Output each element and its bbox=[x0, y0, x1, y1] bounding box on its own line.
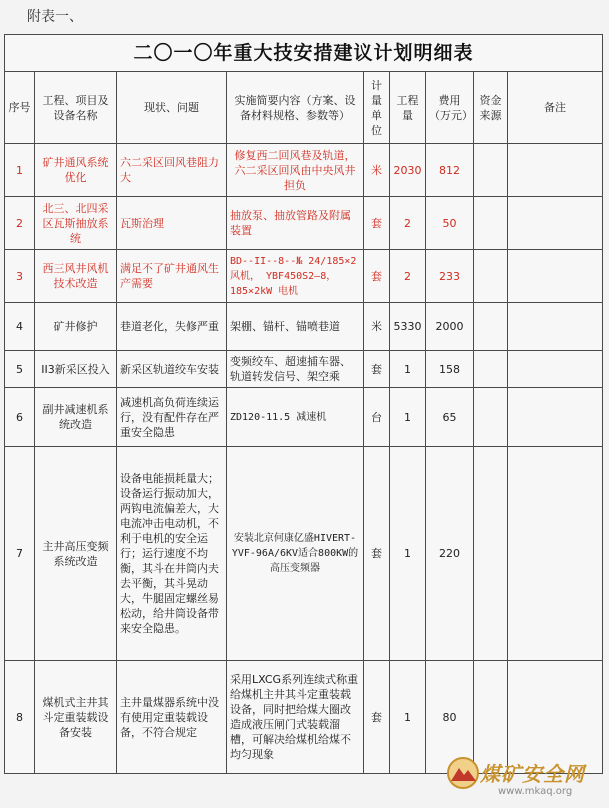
table-row bbox=[5, 388, 603, 447]
header-note: 备注 bbox=[508, 72, 603, 144]
cell-cost: 812 bbox=[426, 144, 474, 197]
cell-plan: 变频绞车、超速捕车器、轨道转发信号、架空乘 bbox=[227, 351, 364, 388]
cell-seq: 6 bbox=[5, 388, 35, 447]
cell-status: 满足不了矿井通风生产需要 bbox=[117, 250, 227, 303]
caption-label: 附表一、 bbox=[27, 9, 83, 25]
cell-source bbox=[474, 351, 508, 388]
cell-qty: 5330 bbox=[390, 303, 426, 351]
header-cost: 费用（万元） bbox=[426, 72, 474, 144]
header-source: 资金来源 bbox=[474, 72, 508, 144]
cell-unit: 米 bbox=[364, 144, 390, 197]
cell-status: 设备电能损耗量大；设备运行振动加大，两钩电流偏差大，大电流冲击电动机，不利于电机的安全运行；运行速度不均衡，其斗在井筒内夫去平衡，其斗晃动大，牛腿固定螺丝易松动，给井筒设备带来安全隐患。 bbox=[117, 447, 227, 661]
cell-plan: BD--II--8--№ 24/185×2风机， YBF450S2—8，185×2kW 电机 bbox=[227, 250, 364, 303]
table-row bbox=[5, 144, 603, 197]
table-row bbox=[5, 250, 603, 303]
watermark-text: 煤矿安全网 bbox=[480, 762, 585, 786]
cell-note bbox=[508, 447, 603, 661]
cell-unit: 套 bbox=[364, 351, 390, 388]
cell-project: 矿井通风系统优化 bbox=[35, 144, 117, 197]
cell-project: 主井高压变频系统改造 bbox=[35, 447, 117, 661]
cell-note bbox=[508, 197, 603, 250]
cell-qty: 2 bbox=[390, 250, 426, 303]
cell-qty: 2030 bbox=[390, 144, 426, 197]
cell-source bbox=[474, 250, 508, 303]
cell-status: 瓦斯治理 bbox=[117, 197, 227, 250]
cell-plan: ZD120-11.5 减速机 bbox=[227, 388, 364, 447]
cell-plan: 安装北京何康亿盛HIVERT-YVF-96A/6KV适合800KW的高压变频器 bbox=[227, 447, 364, 661]
cell-status: 新采区轨道绞车安装 bbox=[117, 351, 227, 388]
watermark-url: www.mkaq.org bbox=[498, 786, 573, 797]
cell-source bbox=[474, 303, 508, 351]
header-qty: 工程量 bbox=[390, 72, 426, 144]
cell-cost: 158 bbox=[426, 351, 474, 388]
table-row bbox=[5, 447, 603, 661]
cell-seq: 2 bbox=[5, 197, 35, 250]
mountain-logo-icon bbox=[446, 756, 480, 790]
cell-project: 副井减速机系统改造 bbox=[35, 388, 117, 447]
cell-qty: 1 bbox=[390, 351, 426, 388]
cell-unit: 台 bbox=[364, 388, 390, 447]
header-status: 现状、问题 bbox=[117, 72, 227, 144]
cell-unit: 套 bbox=[364, 197, 390, 250]
site-watermark bbox=[446, 752, 606, 804]
cell-plan: 架棚、锚杆、锚喷巷道 bbox=[227, 303, 364, 351]
cell-qty: 2 bbox=[390, 197, 426, 250]
cell-seq: 4 bbox=[5, 303, 35, 351]
cell-seq: 8 bbox=[5, 661, 35, 774]
cell-qty: 1 bbox=[390, 447, 426, 661]
cell-cost: 80 bbox=[426, 661, 474, 774]
cell-status: 巷道老化，失修严重 bbox=[117, 303, 227, 351]
cell-project: II3新采区投入 bbox=[35, 351, 117, 388]
cell-note bbox=[508, 144, 603, 197]
cell-cost: 65 bbox=[426, 388, 474, 447]
cell-note bbox=[508, 351, 603, 388]
table-row bbox=[5, 351, 603, 388]
cell-qty: 1 bbox=[390, 388, 426, 447]
cell-status: 减速机高负荷连续运行，没有配件存在严重安全隐患 bbox=[117, 388, 227, 447]
cell-seq: 1 bbox=[5, 144, 35, 197]
cell-status: 六二采区回风巷阻力大 bbox=[117, 144, 227, 197]
cell-plan: 采用LXCG系列连续式称重给煤机主井其斗定重装载设备，同时把给煤大圈改造成液压闸门式装载溜槽，可解决给煤机给煤不均匀现象 bbox=[227, 661, 364, 774]
cell-unit: 套 bbox=[364, 447, 390, 661]
cell-note bbox=[508, 250, 603, 303]
cell-cost: 233 bbox=[426, 250, 474, 303]
cell-project: 矿井修护 bbox=[35, 303, 117, 351]
cell-source bbox=[474, 144, 508, 197]
cell-seq: 3 bbox=[5, 250, 35, 303]
plan-table bbox=[4, 34, 603, 774]
cell-seq: 7 bbox=[5, 447, 35, 661]
header-seq: 序号 bbox=[5, 72, 35, 144]
cell-unit: 套 bbox=[364, 250, 390, 303]
header-row bbox=[5, 72, 603, 144]
cell-plan: 修复西二回风巷及轨道，六二采区回风由中央风井担负 bbox=[227, 144, 364, 197]
cell-project: 北三、北四采区瓦斯抽放系统 bbox=[35, 197, 117, 250]
cell-note bbox=[508, 388, 603, 447]
table-row bbox=[5, 197, 603, 250]
cell-cost: 2000 bbox=[426, 303, 474, 351]
cell-source bbox=[474, 447, 508, 661]
cell-note bbox=[508, 303, 603, 351]
table-row bbox=[5, 303, 603, 351]
cell-cost: 50 bbox=[426, 197, 474, 250]
table-title: 二〇一〇年重大技安措建议计划明细表 bbox=[5, 35, 603, 72]
cell-project: 煤机式主井其斗定重装载设备安装 bbox=[35, 661, 117, 774]
header-project: 工程、项目及设备名称 bbox=[35, 72, 117, 144]
cell-unit: 套 bbox=[364, 661, 390, 774]
header-unit: 计量单位 bbox=[364, 72, 390, 144]
cell-seq: 5 bbox=[5, 351, 35, 388]
cell-status: 主井量煤器系统中没有使用定重装载设备，不符合规定 bbox=[117, 661, 227, 774]
cell-unit: 米 bbox=[364, 303, 390, 351]
cell-qty: 1 bbox=[390, 661, 426, 774]
header-plan: 实施简要内容（方案、设备材料规格、参数等） bbox=[227, 72, 364, 144]
cell-source bbox=[474, 197, 508, 250]
cell-project: 西三风井风机技术改造 bbox=[35, 250, 117, 303]
cell-cost: 220 bbox=[426, 447, 474, 661]
cell-plan: 抽放泵、抽放管路及附属装置 bbox=[227, 197, 364, 250]
cell-source bbox=[474, 388, 508, 447]
